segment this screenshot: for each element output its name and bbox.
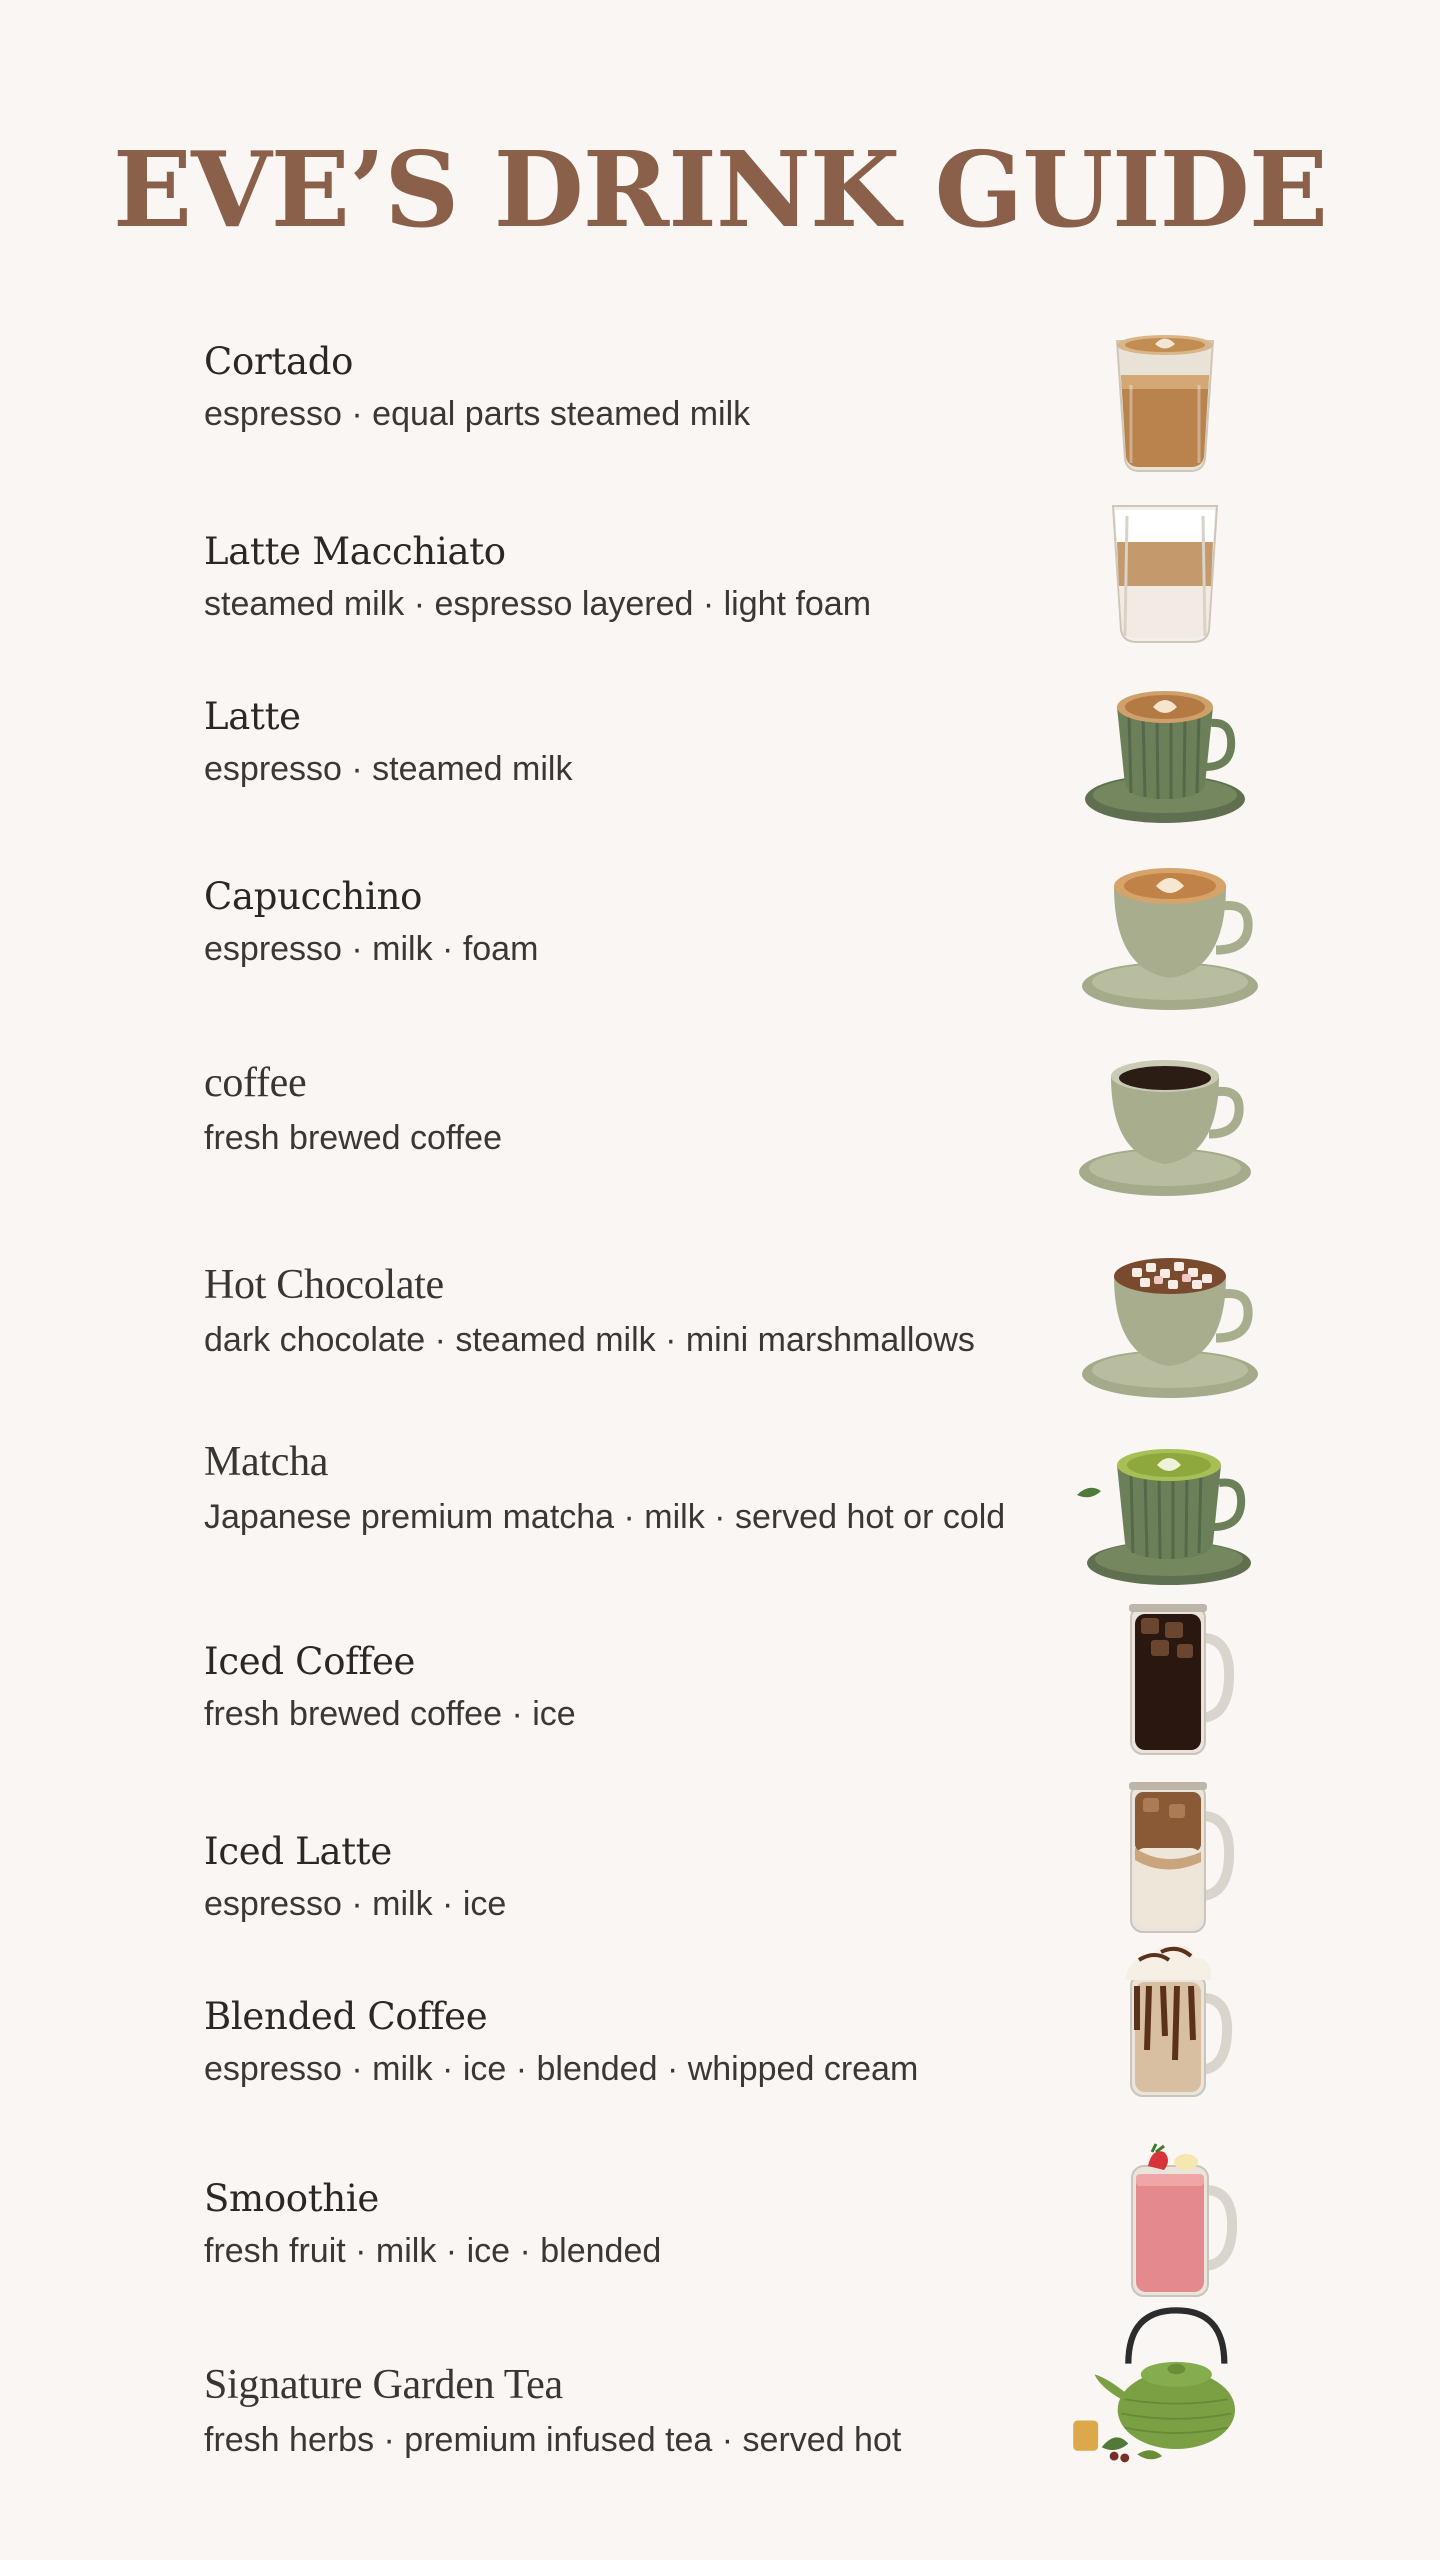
- cortado-glass-icon: [1065, 325, 1265, 485]
- item-description: dark chocolate · steamed milk · mini marshmallows: [204, 1321, 975, 1360]
- item-description: espresso · equal parts steamed milk: [204, 395, 751, 434]
- hot-chocolate-cup-icon: [1070, 1250, 1270, 1410]
- item-name: Latte: [204, 695, 301, 738]
- item-name: Iced Coffee: [204, 1640, 416, 1683]
- blended-coffee-jar-icon: [1065, 1940, 1265, 2100]
- item-description: espresso · steamed milk: [204, 750, 573, 789]
- latte-cup-icon: [1065, 675, 1265, 835]
- item-description: fresh brewed coffee: [204, 1119, 502, 1158]
- item-description: espresso · milk · ice: [204, 1885, 507, 1924]
- item-name: Capucchino: [204, 875, 423, 918]
- item-description: fresh brewed coffee · ice: [204, 1695, 576, 1734]
- item-name: Signature Garden Tea: [204, 2362, 563, 2408]
- iced-coffee-jar-icon: [1065, 1600, 1265, 1760]
- item-description: steamed milk · espresso layered · light foam: [204, 585, 872, 624]
- smoothie-jar-icon: [1068, 2140, 1268, 2300]
- item-description: fresh fruit · milk · ice · blended: [204, 2232, 662, 2271]
- item-name: coffee: [204, 1060, 307, 1106]
- item-name: Latte Macchiato: [204, 530, 506, 573]
- page-title: EVE’S DRINK GUIDE: [112, 128, 1328, 251]
- iced-latte-jar-icon: [1065, 1778, 1265, 1938]
- item-name: Matcha: [204, 1439, 329, 1485]
- item-name: Cortado: [204, 340, 354, 383]
- item-description: fresh herbs · premium infused tea · served hot: [204, 2421, 902, 2460]
- item-description: espresso · milk · foam: [204, 930, 539, 969]
- cappuccino-cup-icon: [1070, 860, 1270, 1020]
- item-name: Hot Chocolate: [204, 1262, 444, 1308]
- matcha-cup-icon: [1065, 1435, 1265, 1595]
- item-name: Blended Coffee: [204, 1995, 488, 2038]
- item-description: Japanese premium matcha · milk · served hot or cold: [204, 1498, 1006, 1537]
- garden-tea-kettle-icon: [1055, 2305, 1255, 2465]
- item-description: espresso · milk · ice · blended · whipped cream: [204, 2050, 919, 2089]
- coffee-cup-icon: [1065, 1048, 1265, 1208]
- item-name: Smoothie: [204, 2177, 380, 2220]
- latte-macchiato-glass-icon: [1065, 490, 1265, 650]
- item-name: Iced Latte: [204, 1830, 392, 1873]
